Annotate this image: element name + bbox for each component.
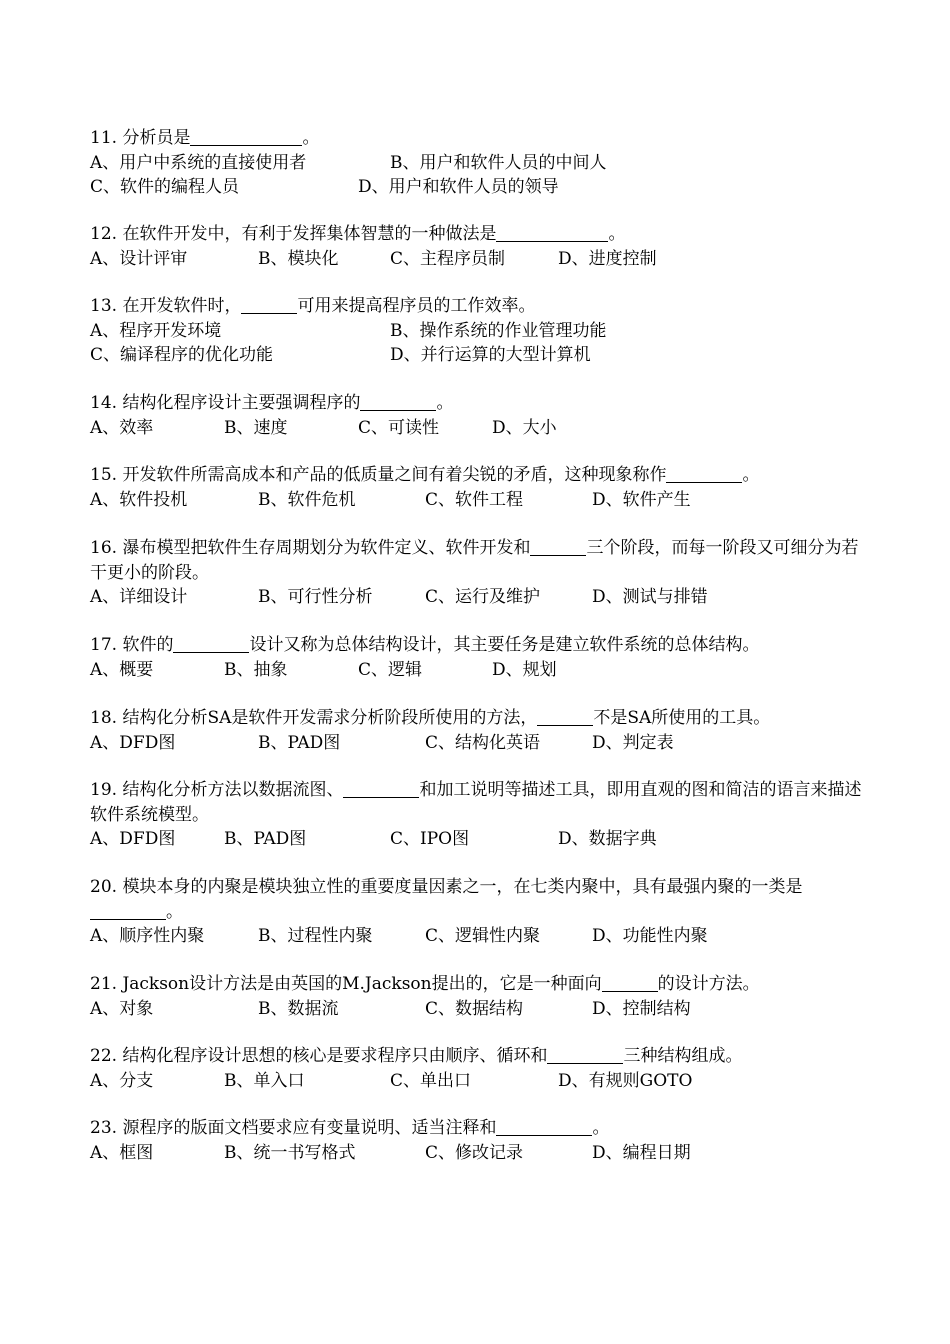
option-a: A、效率 (90, 417, 154, 438)
question-23 (90, 1116, 862, 1165)
answer-blank (547, 1046, 623, 1064)
option-a: A、设计评审 (90, 248, 188, 269)
options-row (90, 151, 862, 176)
option-b: B、速度 (224, 417, 288, 438)
option-b: B、模块化 (258, 248, 339, 269)
question-stem: 16. 瀑布模型把软件生存周期划分为软件定义、软件开发和 三个阶段，而每一阶段又可细分为若干更小的阶段。 (90, 538, 859, 583)
question-stem: 13. 在开发软件时， 可用来提高程序员的工作效率。 (90, 296, 536, 316)
answer-blank (90, 902, 166, 920)
question-14 (90, 391, 862, 440)
question-16 (90, 536, 862, 610)
option-d: D、控制结构 (592, 998, 691, 1019)
option-b: B、数据流 (258, 998, 339, 1019)
options-row (90, 658, 862, 683)
options-row (90, 827, 862, 852)
option-d: D、大小 (492, 417, 557, 438)
question-stem: 22. 结构化程序设计思想的核心是要求程序只由顺序、循环和 三种结构组成。 (90, 1046, 743, 1066)
question-20 (90, 875, 862, 949)
option-d: D、数据字典 (558, 829, 657, 849)
options-row (90, 416, 862, 441)
option-a: A、程序开发环境 (90, 320, 222, 341)
option-c: C、编译程序的优化功能 (90, 345, 274, 365)
options-row (90, 731, 862, 756)
option-c: C、单出口 (390, 1070, 472, 1091)
options-row (90, 585, 862, 610)
option-d: D、测试与排错 (592, 587, 708, 607)
option-a: A、DFD图 (90, 732, 176, 753)
question-stem: 15. 开发软件所需高成本和产品的低质量之间有着尖锐的矛盾，这种现象称作 。 (90, 465, 760, 485)
answer-blank (241, 296, 297, 314)
option-d: D、功能性内聚 (592, 926, 708, 946)
option-a: A、概要 (90, 659, 154, 680)
option-a: A、分支 (90, 1070, 154, 1091)
question-12 (90, 222, 862, 271)
option-d: D、用户和软件人员的领导 (358, 177, 559, 197)
option-b: B、PAD图 (258, 732, 341, 753)
question-stem: 14. 结构化程序设计主要强调程序的 。 (90, 393, 454, 413)
answer-blank (496, 224, 608, 242)
options-row (90, 343, 862, 368)
option-b: B、可行性分析 (258, 587, 373, 607)
option-a: A、用户中系统的直接使用者 (90, 152, 307, 173)
question-19 (90, 778, 862, 852)
option-a: A、顺序性内聚 (90, 926, 205, 946)
answer-blank (530, 538, 586, 556)
question-stem: 21. Jackson设计方法是由英国的M.Jackson提出的，它是一种面向 的设计方法。 (90, 974, 760, 994)
option-c: C、运行及维护 (425, 587, 541, 607)
option-b: B、统一书写格式 (224, 1142, 356, 1163)
answer-blank (666, 465, 742, 483)
question-stem: 19. 结构化分析方法以数据流图、 和加工说明等描述工具，即用直观的图和简洁的语言来描述软件系统模型。 (90, 780, 862, 825)
answer-blank (537, 708, 593, 726)
options-row (90, 1141, 862, 1166)
option-b: B、PAD图 (224, 829, 307, 849)
option-b: B、操作系统的作业管理功能 (390, 320, 607, 341)
answer-blank (602, 974, 658, 992)
answer-blank (343, 780, 419, 798)
option-b: B、用户和软件人员的中间人 (390, 152, 607, 173)
answer-blank (496, 1118, 592, 1136)
options-row (90, 924, 862, 949)
option-b: B、抽象 (224, 659, 288, 680)
question-11 (90, 126, 862, 200)
answer-blank (360, 393, 436, 411)
question-stem: 23. 源程序的版面文档要求应有变量说明、适当注释和 。 (90, 1118, 610, 1138)
question-13 (90, 294, 862, 368)
option-a: A、对象 (90, 998, 154, 1019)
question-15 (90, 463, 862, 512)
question-stem: 18. 结构化分析SA是软件开发需求分析阶段所使用的方法， 不是SA所使用的工具。 (90, 708, 771, 728)
option-a: A、详细设计 (90, 587, 188, 607)
option-c: C、IPO图 (390, 829, 470, 849)
question-stem: 11. 分析员是 。 (90, 128, 320, 148)
option-d: D、并行运算的大型计算机 (390, 345, 591, 365)
answer-blank (173, 635, 249, 653)
option-c: C、修改记录 (425, 1142, 524, 1163)
question-stem: 20. 模块本身的内聚是模块独立性的重要度量因素之一，在七类内聚中，具有最强内聚的一类是。 (90, 877, 803, 922)
option-a: A、框图 (90, 1142, 154, 1163)
option-d: D、规划 (492, 659, 557, 680)
option-d: D、软件产生 (592, 489, 691, 510)
question-17 (90, 633, 862, 682)
option-b: B、过程性内聚 (258, 926, 373, 946)
question-stem: 12. 在软件开发中，有利于发挥集体智慧的一种做法是 。 (90, 224, 626, 244)
option-a: A、软件投机 (90, 489, 188, 510)
option-d: D、有规则GOTO (558, 1070, 693, 1091)
options-row (90, 175, 862, 200)
question-22 (90, 1044, 862, 1093)
option-c: C、数据结构 (425, 998, 524, 1019)
option-d: D、判定表 (592, 732, 674, 753)
option-b: B、单入口 (224, 1070, 305, 1091)
options-row (90, 488, 862, 513)
options-row (90, 1069, 862, 1094)
option-a: A、DFD图 (90, 829, 176, 849)
options-row (90, 247, 862, 272)
question-stem: 17. 软件的 设计又称为总体结构设计，其主要任务是建立软件系统的总体结构。 (90, 635, 760, 655)
option-c: C、结构化英语 (425, 732, 541, 753)
option-c: C、逻辑 (358, 659, 423, 680)
options-row (90, 319, 862, 344)
answer-blank (190, 128, 302, 146)
option-c: C、可读性 (358, 417, 440, 438)
option-b: B、软件危机 (258, 489, 356, 510)
option-c: C、软件工程 (425, 489, 524, 510)
question-21 (90, 972, 862, 1021)
options-row (90, 997, 862, 1022)
option-d: D、编程日期 (592, 1142, 691, 1163)
option-c: C、软件的编程人员 (90, 177, 240, 197)
option-c: C、主程序员制 (390, 248, 506, 269)
question-18 (90, 706, 862, 755)
option-c: C、逻辑性内聚 (425, 926, 541, 946)
option-d: D、进度控制 (558, 248, 657, 269)
